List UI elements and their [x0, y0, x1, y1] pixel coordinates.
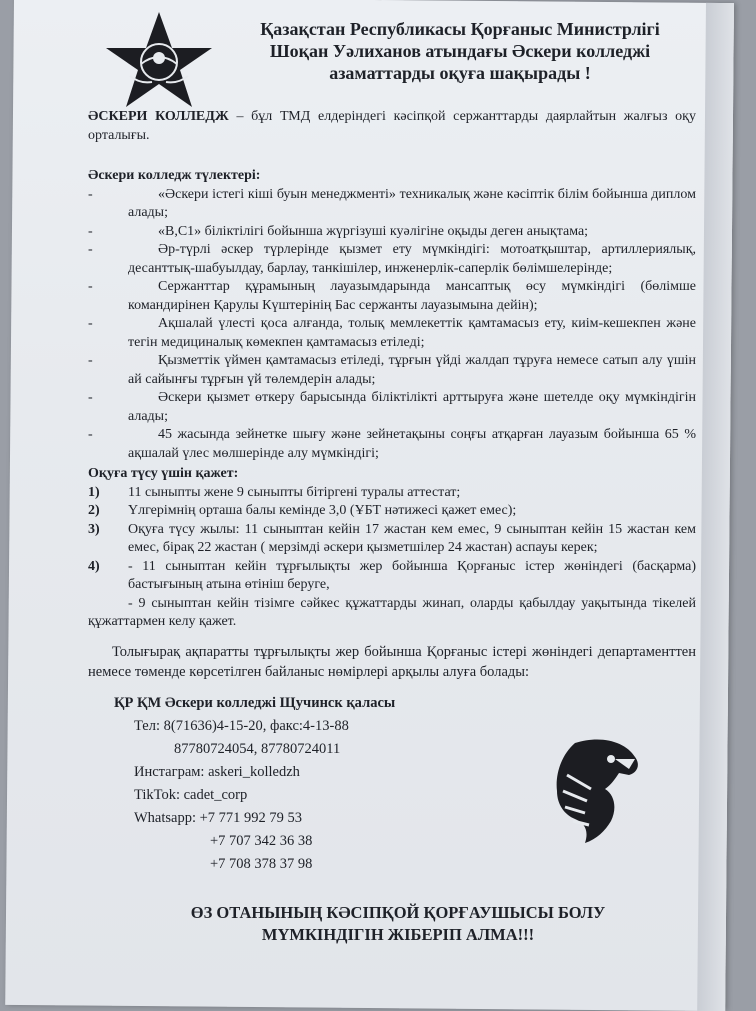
list-item: - Қызметтік үймен қамтамасыз етіледі, тұрғын үйді жалдап тұруға немесе сатып алу үшін ай сайынғы тұрғын үй төлемдерін алады; — [88, 353, 696, 387]
list-item: - 45 жасында зейнетке шығу және зейнетақыны соңғы атқарған лауазым бойынша 65 % ақшалай үлес мөлшерінде алу мүмкіндігі; — [88, 427, 696, 461]
intro-bold: ӘСКЕРИ КОЛЛЕДЖ — [88, 109, 229, 124]
title-line: Қазақстан Республикасы Қорғаныс Министрлігі — [260, 19, 660, 39]
footer-line: ӨЗ ОТАНЫНЫҢ КӘСІПҚОЙ ҚОРҒАУШЫСЫ БОЛУ — [190, 903, 606, 922]
requirement-item: 2) Үлгерімнің орташа балы кемінде 3,0 (ҰБТ нәтижесі қажет емес); — [88, 503, 517, 518]
contact-whatsapp-2: +7 707 342 36 38 — [210, 832, 313, 849]
eagle-head-icon — [545, 735, 645, 845]
footer-line: МҮМКІНДІГІН ЖІБЕРІП АЛМА!!! — [261, 925, 535, 944]
list-item: - Ақшалай үлесті қоса алғанда, толық мемлекеттік қамтамасыз ету, киім-кешекпен және тегін медициналық көмекпен қамтамасыз етіледі; — [88, 316, 696, 350]
star-emblem-icon — [100, 10, 218, 110]
title-line: Шоқан Уәлиханов атындағы Әскери колледжі — [269, 41, 651, 61]
contact-tiktok: TikTok: cadet_corp — [134, 786, 248, 803]
more-info-paragraph: Толығырақ ақпаратты тұрғылықты жер бойынша Қорғаныс істері жөніндегі департаменттен немесе төменде көрсетілген байланыс нөмірлері арқылы алуға болады: — [88, 643, 696, 680]
requirement-item: 4) - 11 сыныптан кейін тұрғылықты жер бойынша Қорғаныс істер жөніндегі (басқарма) бастығының атына өтініш беруге, — [88, 558, 696, 592]
list-item: - «B,C1» біліктілігі бойынша жүргізуші куәлігіне оқыды деген анықтама; — [88, 223, 589, 239]
contact-instagram: Инстаграм: askeri_kolledzh — [134, 763, 300, 780]
contact-whatsapp-3: +7 708 378 37 98 — [210, 855, 313, 872]
paper-edge — [697, 3, 734, 1011]
title-line: азаматтарды оқуға шақырады ! — [329, 63, 591, 83]
contact-whatsapp: Whatsapp: +7 771 992 79 53 — [134, 809, 303, 826]
contact-tel: Тел: 8(71636)4-15-20, факс:4-13-88 — [134, 717, 349, 734]
page-title — [210, 18, 710, 84]
requirement-item: 3) Оқуға түсу жылы: 11 сыныптан кейін 17 жастан кем емес, 9 сыныптан кейін 15 жастан кем емес, бірақ 22 жастан ( мерзімді әскери қызметшілер 24 жастан) аспауы керек; — [88, 521, 696, 555]
footer-slogan — [148, 902, 648, 946]
intro-text: – бұл ТМД елдеріндегі кәсіпқой сержанттарды даярлайтын жалғыз оқу орталығы. — [88, 109, 696, 143]
list-item: - «Әскери істегі кіші буын менеджменті» техникалық және кәсіптік білім бойынша диплом алады; — [88, 186, 696, 220]
contact-mobiles: 87780724054, 87780724011 — [174, 740, 341, 757]
requirements-heading: Оқуға түсу үшін қажет: — [88, 466, 239, 481]
requirement-extra: - 9 сыныптан кейін тізімге сәйкес құжаттарды жинап, оларды қабылдау уақытында тікелей құжаттармен келу қажет. — [88, 595, 696, 629]
list-item: - Сержанттар құрамының лауазымдарында мансаптық өсу мүмкіндігі (бөлімше командирінен Қарулы Күштерінің Бас сержанты лауазымына дейін); — [88, 279, 696, 313]
list-item: - Әр-түрлі әскер түрлерінде қызмет ету мүмкіндігі: мотоатқыштар, артиллериялық, десанттық-шабуылдау, барлау, танкішілер, инженерлік-саперлік бөлімшелерінде; — [88, 242, 696, 276]
contacts-title: ҚР ҚМ Әскери колледжі Щучинск қаласы — [114, 694, 396, 711]
list-item: - Әскери қызмет өткеру барысында біліктілікті арттыруға және шетелде оқу мүмкіндігін алады; — [88, 390, 696, 424]
requirement-item: 1) 11 сыныпты жене 9 сыныпты бітіргені туралы аттестат; — [88, 484, 461, 500]
graduates-heading: Әскери колледж түлектері: — [88, 168, 261, 183]
intro-paragraph — [88, 108, 696, 145]
